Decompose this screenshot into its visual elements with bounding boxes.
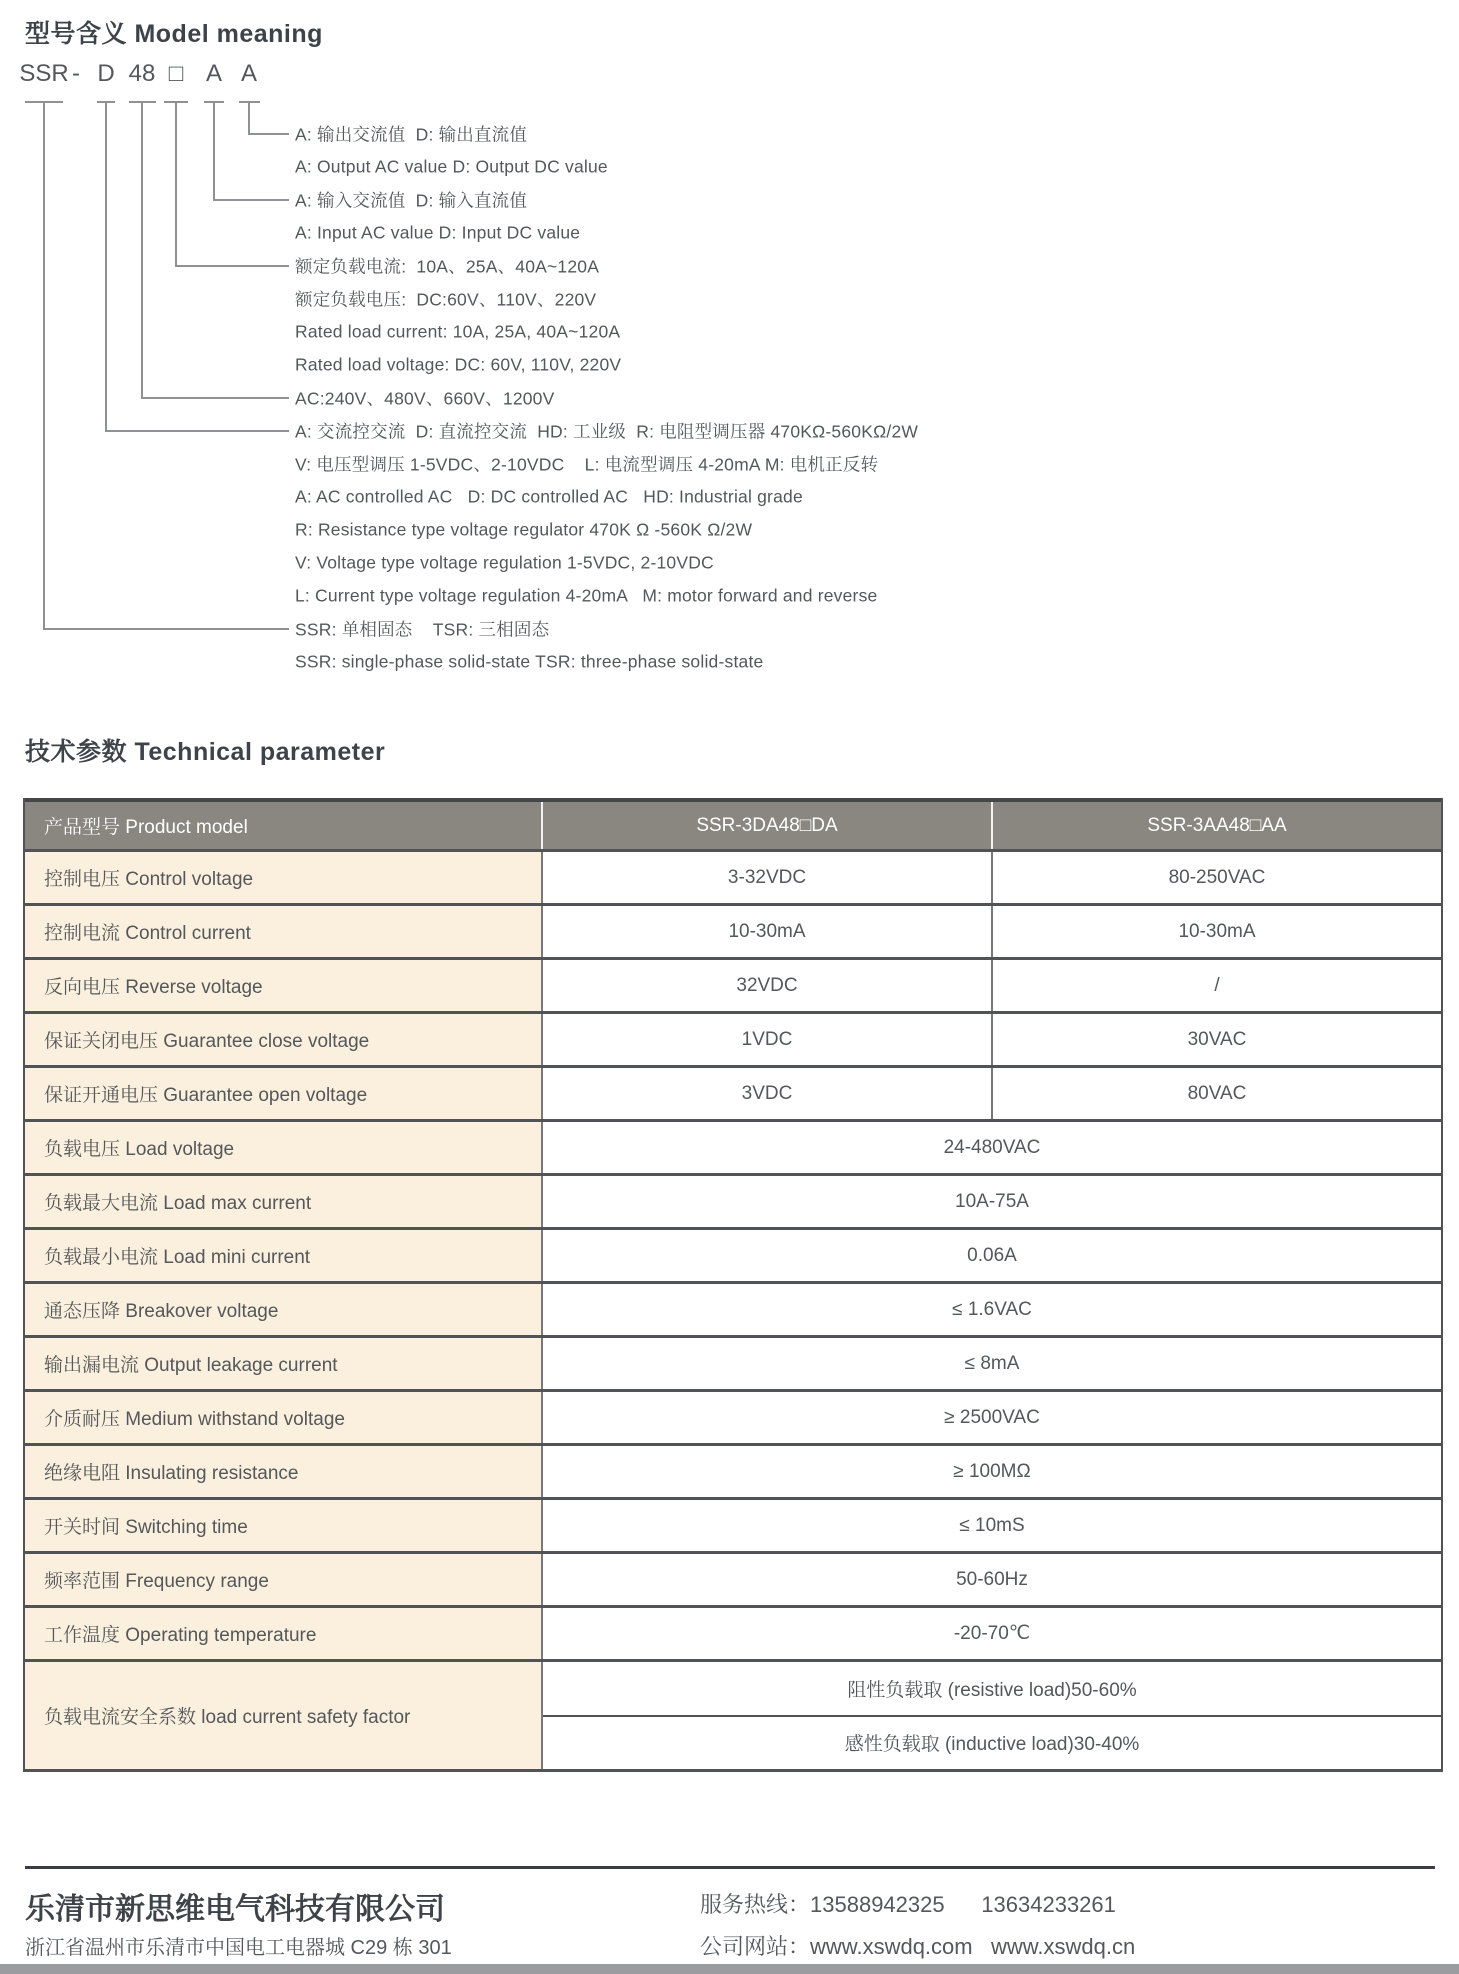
model-code-part-0: SSR bbox=[19, 60, 69, 87]
model-meaning-row: SSR: 单相固态 TSR: 三相固态 bbox=[295, 619, 550, 640]
bottom-bar bbox=[0, 1964, 1459, 1974]
table-header-product-model: 产品型号 Product model bbox=[44, 817, 248, 838]
table-cell-value: 24-480VAC bbox=[541, 1122, 1441, 1173]
model-meaning-row: AC:240V、480V、660V、1200V bbox=[295, 388, 555, 409]
table-cell-value: / bbox=[991, 960, 1441, 1011]
model-code-part-4: □ bbox=[168, 60, 184, 87]
table-row bbox=[25, 1500, 1441, 1554]
model-meaning-row: L: Current type voltage regulation 4-20mA M: motor forward and reverse bbox=[295, 585, 878, 606]
table-row-label: 介质耐压 Medium withstand voltage bbox=[25, 1392, 541, 1443]
hotline-phone-2: 13634233261 bbox=[981, 1892, 1116, 1917]
table-row bbox=[25, 1176, 1441, 1230]
footer-divider bbox=[25, 1866, 1435, 1869]
model-meaning-row: A: Output AC value D: Output DC value bbox=[295, 156, 608, 177]
table-row bbox=[25, 906, 1441, 960]
table-cell-value: ≤ 10mS bbox=[541, 1500, 1441, 1551]
table-row bbox=[25, 1122, 1441, 1176]
table-row bbox=[25, 1608, 1441, 1662]
website-url-2: www.xswdq.cn bbox=[990, 1934, 1136, 1959]
table-row-label: 负载电压 Load voltage bbox=[25, 1122, 541, 1173]
table-header-model-1: SSR-3DA48□DA bbox=[541, 802, 991, 849]
diagram-connector-line bbox=[248, 133, 289, 135]
table-cell-value: ≥ 2500VAC bbox=[541, 1392, 1441, 1443]
table-row-label: 反向电压 Reverse voltage bbox=[25, 960, 541, 1011]
model-meaning-row: SSR: single-phase solid-state TSR: three-phase solid-state bbox=[295, 651, 764, 672]
phone-gap bbox=[945, 1892, 982, 1917]
model-code-part-6: A bbox=[240, 60, 258, 87]
technical-parameter-table bbox=[23, 798, 1443, 1772]
model-meaning-row: A: 输入交流值 D: 输入直流值 bbox=[295, 190, 528, 211]
table-row-label: 保证开通电压 Guarantee open voltage bbox=[25, 1068, 541, 1119]
table-header-model-2: SSR-3AA48□AA bbox=[991, 802, 1441, 849]
table-cell-value: 30VAC bbox=[991, 1014, 1441, 1065]
table-cell-value: 感性负载取 (inductive load)30-40% bbox=[844, 1734, 1140, 1756]
model-meaning-row: 额定负载电流: 10A、25A、40A~120A bbox=[295, 256, 600, 277]
model-code-part-3: 48 bbox=[128, 60, 156, 87]
model-meaning-row: Rated load voltage: DC: 60V, 110V, 220V bbox=[295, 354, 622, 375]
company-address: 浙江省温州市乐清市中国电工电器城 C29 栋 301 bbox=[25, 1937, 452, 1959]
table-cell-value: 3-32VDC bbox=[541, 852, 991, 903]
model-meaning-row: Rated load current: 10A, 25A, 40A~120A bbox=[295, 321, 621, 342]
table-row-label: 控制电压 Control voltage bbox=[25, 852, 541, 903]
table-row-label: 通态压降 Breakover voltage bbox=[25, 1284, 541, 1335]
table-cell-value: ≤ 1.6VAC bbox=[541, 1284, 1441, 1335]
table-cell-value: 80VAC bbox=[991, 1068, 1441, 1119]
table-row bbox=[25, 960, 1441, 1014]
diagram-connector-line bbox=[141, 397, 289, 399]
table-row bbox=[25, 1554, 1441, 1608]
table-row-label: 频率范围 Frequency range bbox=[25, 1554, 541, 1605]
table-row bbox=[25, 1392, 1441, 1446]
website-label: 公司网站： bbox=[700, 1934, 811, 1959]
table-cell-value: ≤ 8mA bbox=[541, 1338, 1441, 1389]
hotline-label: 服务热线： bbox=[700, 1892, 811, 1917]
table-cell-value: 32VDC bbox=[541, 960, 991, 1011]
diagram-vertical-line bbox=[105, 101, 107, 432]
table-row-label: 开关时间 Switching time bbox=[25, 1500, 541, 1551]
model-code-part-5: A bbox=[205, 60, 223, 87]
model-code-part-1: - bbox=[72, 60, 80, 87]
diagram-vertical-line bbox=[43, 101, 45, 630]
table-row-label: 负载最大电流 Load max current bbox=[25, 1176, 541, 1227]
table-cell-value: 10-30mA bbox=[541, 906, 991, 957]
table-cell-value: 10A-75A bbox=[541, 1176, 1441, 1227]
table-cell-value: -20-70℃ bbox=[541, 1608, 1441, 1659]
table-row bbox=[25, 1068, 1441, 1122]
table-cell-value: 50-60Hz bbox=[541, 1554, 1441, 1605]
site-gap bbox=[973, 1934, 991, 1959]
diagram-connector-line bbox=[43, 628, 289, 630]
model-meaning-row: A: 交流控交流 D: 直流控交流 HD: 工业级 R: 电阻型调压器 470KΩ-560KΩ/2W bbox=[295, 421, 919, 442]
table-row-label: 控制电流 Control current bbox=[25, 906, 541, 957]
diagram-vertical-line bbox=[213, 101, 215, 201]
technical-parameter-heading: 技术参数 Technical parameter bbox=[25, 738, 386, 766]
table-row bbox=[25, 1014, 1441, 1068]
hotline-phone-1: 13588942325 bbox=[810, 1892, 945, 1917]
model-meaning-row: A: 输出交流值 D: 输出直流值 bbox=[295, 124, 528, 145]
table-cell-value: 80-250VAC bbox=[991, 852, 1441, 903]
diagram-vertical-line bbox=[175, 101, 177, 267]
table-header-row bbox=[25, 798, 1441, 852]
table-row bbox=[25, 1446, 1441, 1500]
diagram-vertical-line bbox=[248, 101, 250, 135]
table-body bbox=[25, 852, 1441, 1769]
model-meaning-row: V: 电压型调压 1-5VDC、2-10VDC L: 电流型调压 4-20mA M: 电机正反转 bbox=[295, 454, 879, 475]
table-cell-value: 阻性负载取 (resistive load)50-60% bbox=[543, 1662, 1441, 1717]
table-stacked-values bbox=[541, 1662, 1441, 1769]
table-cell-value: ≥ 100MΩ bbox=[541, 1446, 1441, 1497]
model-meaning-row: A: Input AC value D: Input DC value bbox=[295, 222, 581, 243]
website-url-1: www.xswdq.com bbox=[810, 1934, 973, 1959]
table-row bbox=[25, 1284, 1441, 1338]
company-name: 乐清市新思维电气科技有限公司 bbox=[25, 1893, 445, 1926]
table-row-label: 输出漏电流 Output leakage current bbox=[25, 1338, 541, 1389]
diagram-connector-line bbox=[175, 265, 289, 267]
table-row-label: 工作温度 Operating temperature bbox=[25, 1608, 541, 1659]
diagram-connector-line bbox=[213, 199, 289, 201]
model-meaning-row: 额定负载电压: DC:60V、110V、220V bbox=[295, 289, 597, 310]
model-code-part-2: D bbox=[97, 60, 115, 87]
diagram-vertical-line bbox=[141, 101, 143, 399]
table-row-label: 保证关闭电压 Guarantee close voltage bbox=[25, 1014, 541, 1065]
company-website bbox=[700, 1930, 1135, 1961]
table-row bbox=[25, 852, 1441, 906]
model-meaning-row: A: AC controlled AC D: DC controlled AC HD: Industrial grade bbox=[295, 486, 803, 507]
model-meaning-row: R: Resistance type voltage regulator 470K Ω -560K Ω/2W bbox=[295, 519, 753, 540]
table-cell-value: 1VDC bbox=[541, 1014, 991, 1065]
table-cell-value: 10-30mA bbox=[991, 906, 1441, 957]
model-meaning-heading: 型号含义 Model meaning bbox=[25, 20, 323, 48]
service-hotline bbox=[700, 1888, 1116, 1919]
table-row-label: 负载最小电流 Load mini current bbox=[25, 1230, 541, 1281]
table-row-label: 绝缘电阻 Insulating resistance bbox=[25, 1446, 541, 1497]
table-cell-value: 3VDC bbox=[541, 1068, 991, 1119]
model-meaning-row: V: Voltage type voltage regulation 1-5VDC, 2-10VDC bbox=[295, 552, 714, 573]
table-cell-value: 0.06A bbox=[541, 1230, 1441, 1281]
table-row bbox=[25, 1662, 1441, 1769]
table-row-label: 负载电流安全系数 load current safety factor bbox=[25, 1662, 541, 1769]
table-row bbox=[25, 1230, 1441, 1284]
diagram-connector-line bbox=[105, 430, 289, 432]
table-row bbox=[25, 1338, 1441, 1392]
